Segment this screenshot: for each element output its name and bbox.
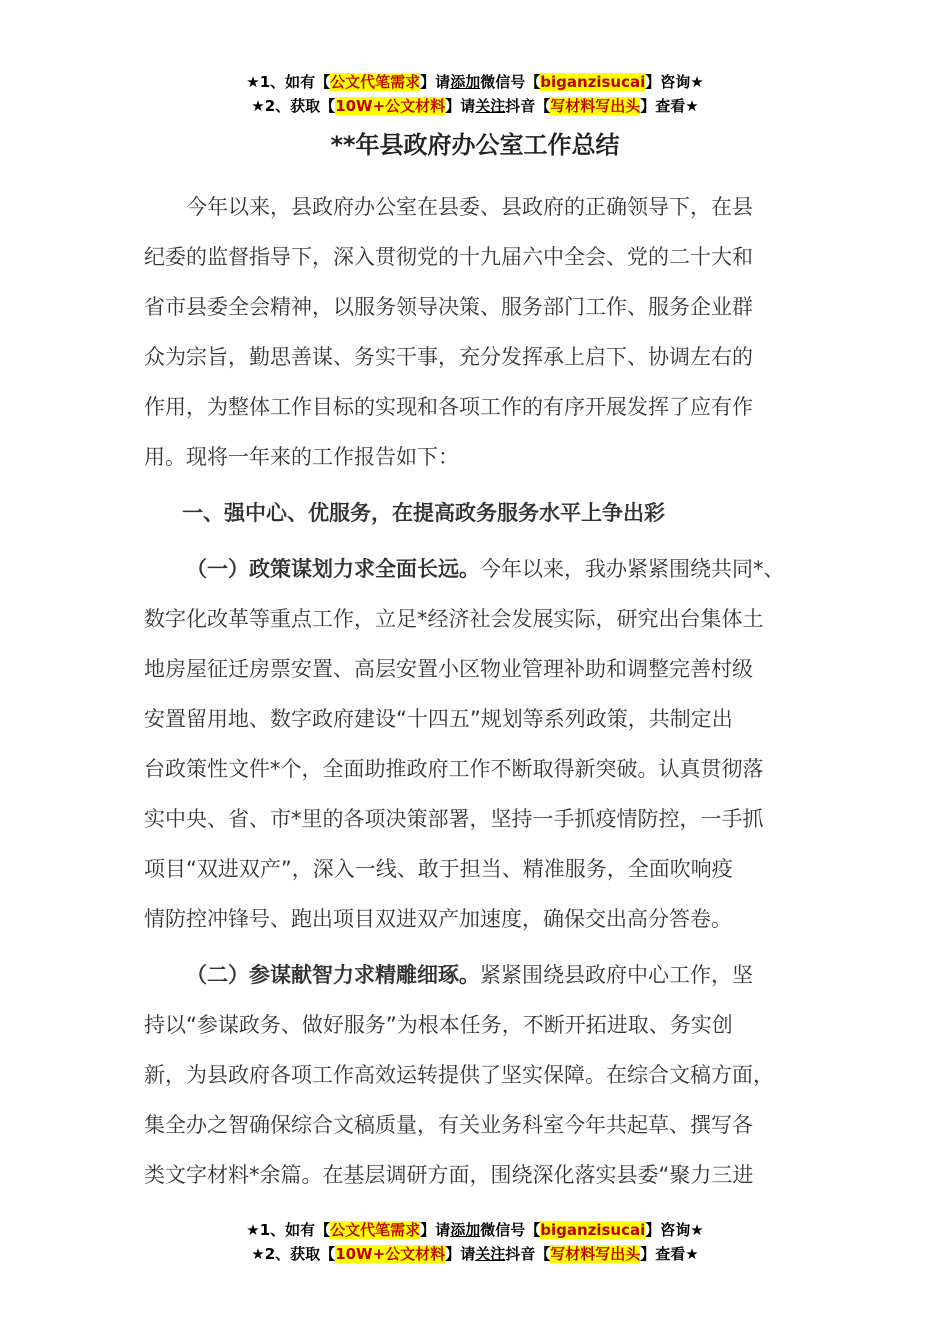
- promo-highlight: 公文代笔需求: [330, 1221, 421, 1239]
- text-line: [144, 544, 824, 594]
- text-span: 今年以来，我办紧紧围绕共同*、: [480, 557, 785, 581]
- text-line: 地房屋征迁房票安置、高层安置小区物业管理补助和调整完善村级: [144, 657, 753, 681]
- promo-text: 】咨询★: [645, 73, 704, 91]
- text-line: 省市县委全会精神，以服务领导决策、服务部门工作、服务企业群: [144, 295, 753, 319]
- top-promo-banner: [0, 70, 950, 118]
- promo-underlined: 添加: [450, 1221, 481, 1239]
- document-body: [144, 182, 824, 1200]
- promo-highlight: 写材料写出头: [550, 97, 641, 115]
- promo-text: ★1、如有【: [246, 1221, 331, 1239]
- text-line: 类文字材料*余篇。在基层调研方面，围绕深化落实县委“聚力三进: [144, 1163, 754, 1187]
- promo-highlight: 10W+公文材料: [335, 1245, 446, 1263]
- promo-text: 】请: [420, 73, 451, 91]
- text-line: 项目“双进双产”，深入一线、敢于担当、精准服务，全面吹响疫: [144, 857, 733, 881]
- section-heading: 一、强中心、优服务，在提高政务服务水平上争出彩: [182, 501, 665, 525]
- text-line: 作用，为整体工作目标的实现和各项工作的有序开展发挥了应有作: [144, 395, 753, 419]
- promo-line-2: [0, 1242, 950, 1266]
- section-paragraph-1: [144, 544, 824, 944]
- promo-underlined: 关注: [475, 97, 506, 115]
- promo-text: 】请: [445, 1245, 476, 1263]
- promo-highlight: 10W+公文材料: [335, 97, 446, 115]
- promo-text: 】查看★: [640, 97, 699, 115]
- promo-text: ★2、获取【: [251, 97, 336, 115]
- promo-text: 】请: [445, 97, 476, 115]
- promo-highlight: biganzisucai: [540, 73, 646, 91]
- text-line: 新，为县政府各项工作高效运转提供了坚实保障。在综合文稿方面，: [144, 1063, 774, 1087]
- text-line: 情防控冲锋号、跑出项目双进双产加速度，确保交出高分答卷。: [144, 907, 732, 931]
- text-span: 紧紧围绕县政府中心工作，坚: [480, 963, 753, 987]
- promo-text: 抖音【: [505, 97, 551, 115]
- promo-underlined: 关注: [475, 1245, 506, 1263]
- section-paragraph-2: [144, 950, 824, 1200]
- text-line: 实中央、省、市*里的各项决策部署，坚持一手抓疫情防控，一手抓: [144, 807, 764, 831]
- subsection-title: （二）参谋献智力求精雕细琢。: [186, 963, 480, 987]
- promo-highlight: biganzisucai: [540, 1221, 646, 1239]
- subsection-title: （一）政策谋划力求全面长远。: [186, 557, 480, 581]
- text-line: 集全办之智确保综合文稿质量，有关业务科室今年共起草、撰写各: [144, 1113, 753, 1137]
- document-title: **年县政府办公室工作总结: [330, 131, 620, 159]
- text-line: 安置留用地、数字政府建设“十四五”规划等系列政策，共制定出: [144, 707, 733, 731]
- promo-underlined: 添加: [450, 73, 481, 91]
- promo-line-1: [0, 70, 950, 94]
- promo-text: 抖音【: [505, 1245, 551, 1263]
- text-line: 持以“参谋政务、做好服务”为根本任务，不断开拓进取、务实创: [144, 1013, 733, 1037]
- promo-line-1: [0, 1218, 950, 1242]
- promo-text: ★1、如有【: [246, 73, 331, 91]
- promo-text: 】查看★: [640, 1245, 699, 1263]
- text-line: 今年以来，县政府办公室在县委、县政府的正确领导下，在县: [186, 195, 753, 219]
- promo-text: ★2、获取【: [251, 1245, 336, 1263]
- intro-paragraph: [144, 182, 824, 482]
- text-line: [144, 950, 824, 1000]
- promo-text: 微信号【: [480, 1221, 541, 1239]
- promo-text: 】咨询★: [645, 1221, 704, 1239]
- text-line: 众为宗旨，勤思善谋、务实干事，充分发挥承上启下、协调左右的: [144, 345, 753, 369]
- promo-line-2: [0, 94, 950, 118]
- promo-highlight: 公文代笔需求: [330, 73, 421, 91]
- text-line: 台政策性文件*个，全面助推政府工作不断取得新突破。认真贯彻落: [144, 757, 764, 781]
- promo-text: 微信号【: [480, 73, 541, 91]
- promo-text: 】请: [420, 1221, 451, 1239]
- bottom-promo-banner: [0, 1218, 950, 1266]
- text-line: 用。现将一年来的工作报告如下：: [144, 445, 459, 469]
- text-line: 纪委的监督指导下，深入贯彻党的十九届六中全会、党的二十大和: [144, 245, 753, 269]
- promo-highlight: 写材料写出头: [550, 1245, 641, 1263]
- text-line: 数字化改革等重点工作，立足*经济社会发展实际，研究出台集体土: [144, 607, 764, 631]
